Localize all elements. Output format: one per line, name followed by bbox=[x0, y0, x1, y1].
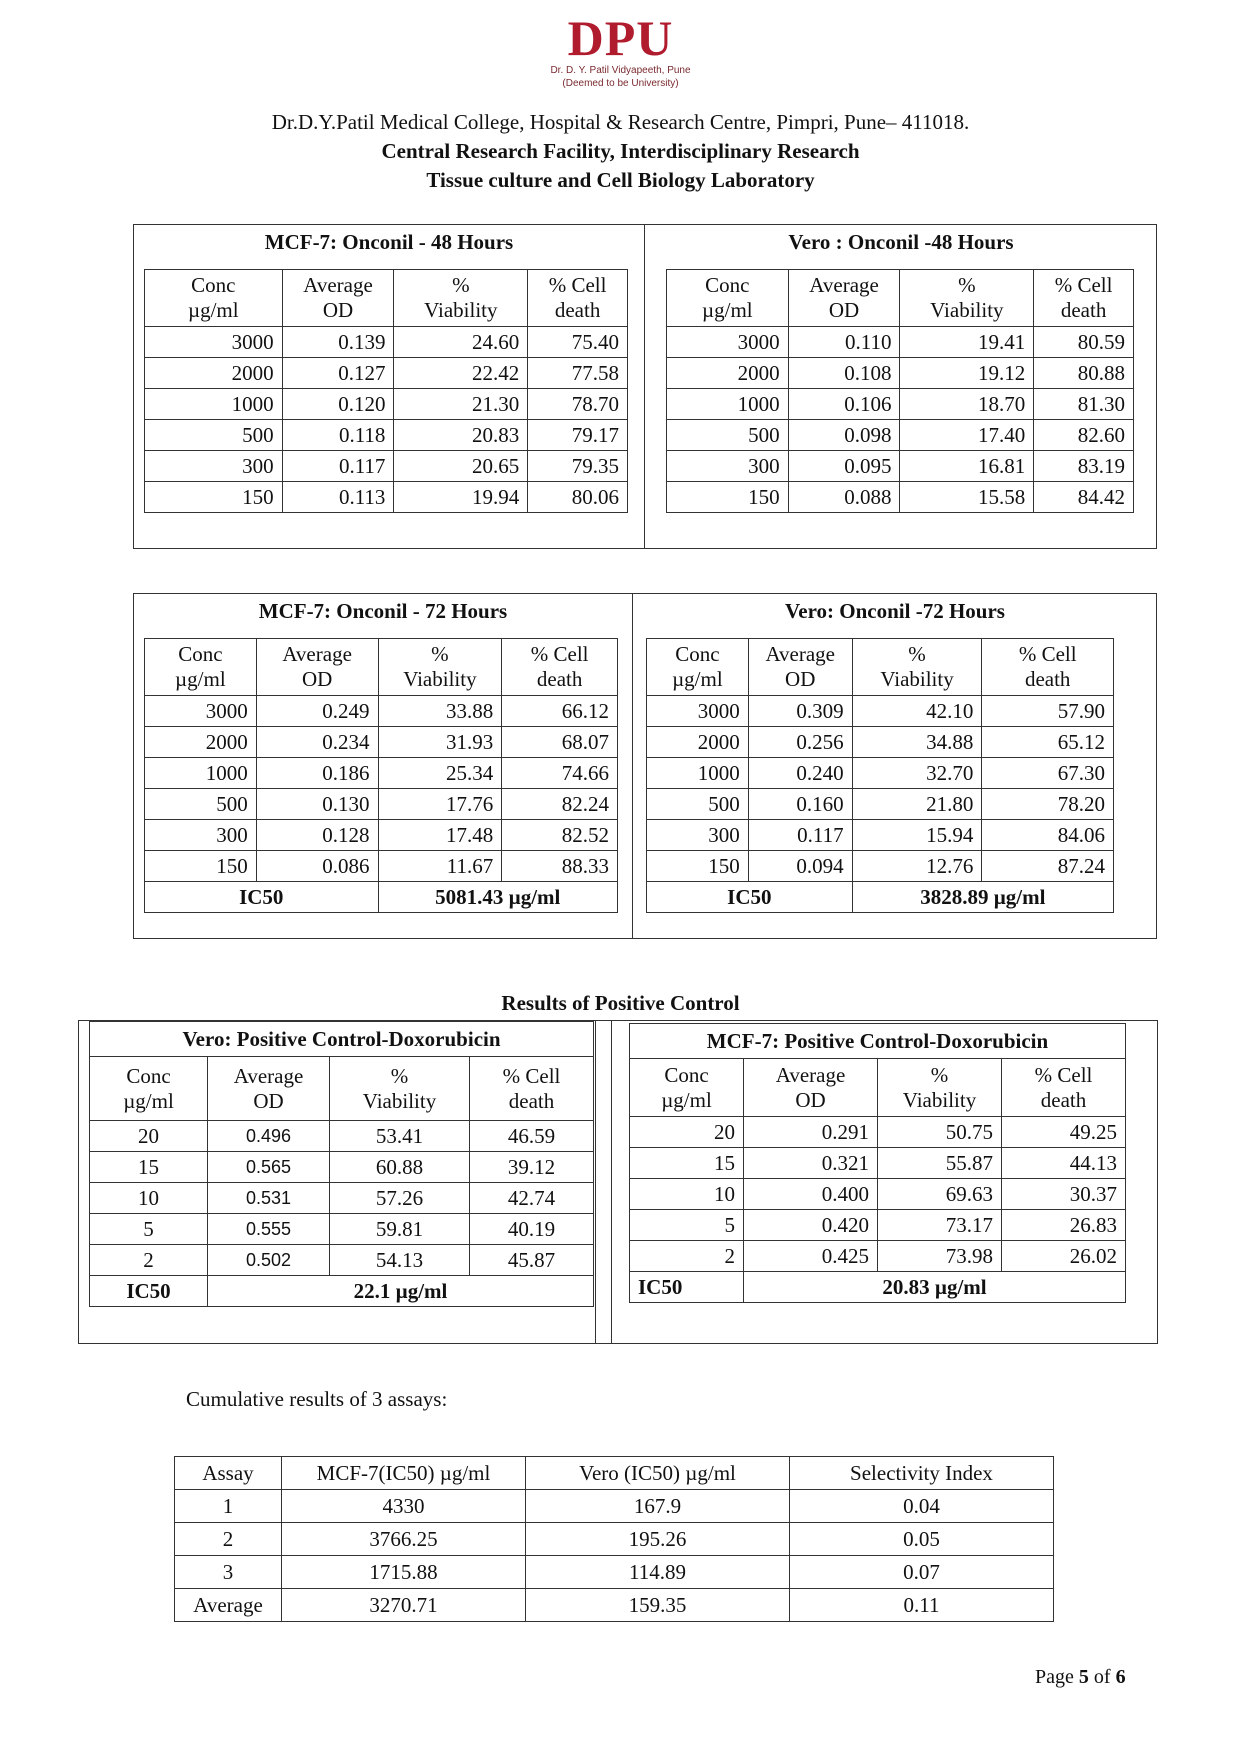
table-header-row bbox=[175, 1457, 1054, 1490]
table-row bbox=[667, 358, 1134, 389]
table-cell: 0.086 bbox=[256, 851, 378, 882]
table-cell: 79.17 bbox=[528, 420, 628, 451]
table-cell: 0.565 bbox=[208, 1152, 330, 1183]
table-cell: 2000 bbox=[667, 358, 789, 389]
table-cell: 55.87 bbox=[878, 1148, 1002, 1179]
table-cell: 2 bbox=[90, 1245, 208, 1276]
table-cell: 4330 bbox=[282, 1490, 526, 1523]
table-cell: 80.06 bbox=[528, 482, 628, 513]
table-cell: 195.26 bbox=[526, 1523, 790, 1556]
table-row bbox=[145, 727, 618, 758]
table-cell: 19.94 bbox=[394, 482, 528, 513]
table-cell: 26.02 bbox=[1002, 1241, 1126, 1272]
table-header-row bbox=[630, 1059, 1126, 1117]
col-header-average-od: Average OD bbox=[744, 1059, 878, 1117]
col-header-cell-death: % Cell death bbox=[982, 639, 1114, 696]
col-header: MCF-7(IC50) µg/ml bbox=[282, 1457, 526, 1490]
table-cell: 0.291 bbox=[744, 1117, 878, 1148]
table-cell: 19.12 bbox=[900, 358, 1034, 389]
table-cell: 15 bbox=[90, 1152, 208, 1183]
table-cell: 11.67 bbox=[378, 851, 502, 882]
table-cell: 500 bbox=[647, 789, 749, 820]
table-cell: 0.05 bbox=[790, 1523, 1054, 1556]
table-cell: 5 bbox=[90, 1214, 208, 1245]
col-header-average-od: Average OD bbox=[282, 270, 394, 327]
col-header-cell-death: % Cell death bbox=[1034, 270, 1134, 327]
col-header-conc: Conc µg/ml bbox=[647, 639, 749, 696]
col-header: Vero (IC50) µg/ml bbox=[526, 1457, 790, 1490]
logo-subtitle-line2: (Deemed to be University) bbox=[562, 78, 679, 89]
table-cell: 0.095 bbox=[788, 451, 900, 482]
table-cell: 3000 bbox=[647, 696, 749, 727]
table-cell: 80.88 bbox=[1034, 358, 1134, 389]
table-row bbox=[175, 1589, 1054, 1622]
table-cell: 0.139 bbox=[282, 327, 394, 358]
ic50-label: IC50 bbox=[630, 1272, 744, 1303]
table-cell: 57.90 bbox=[982, 696, 1114, 727]
ic50-row bbox=[145, 882, 618, 913]
table-row bbox=[175, 1490, 1054, 1523]
lab-name: Tissue culture and Cell Biology Laboratory bbox=[426, 168, 815, 192]
table-row bbox=[145, 851, 618, 882]
ic50-label: IC50 bbox=[647, 882, 853, 913]
table-cell: 300 bbox=[647, 820, 749, 851]
table-cell: 3270.71 bbox=[282, 1589, 526, 1622]
table-row bbox=[647, 820, 1114, 851]
table-title-vero-48h: Vero : Onconil -48 Hours bbox=[788, 230, 1014, 254]
table-cell: 0.186 bbox=[256, 758, 378, 789]
table-cell: 2000 bbox=[145, 727, 257, 758]
col-header-average-od: Average OD bbox=[256, 639, 378, 696]
table-row bbox=[90, 1214, 594, 1245]
table-cell: 17.76 bbox=[378, 789, 502, 820]
table-cell: 0.098 bbox=[788, 420, 900, 451]
table-cell: 0.256 bbox=[748, 727, 852, 758]
col-header-average-od: Average OD bbox=[208, 1057, 330, 1121]
table-row bbox=[145, 696, 618, 727]
table-header-row bbox=[647, 639, 1114, 696]
table-cell: 79.35 bbox=[528, 451, 628, 482]
table-cell: 0.249 bbox=[256, 696, 378, 727]
table-cell: 83.19 bbox=[1034, 451, 1134, 482]
table-cell: 82.60 bbox=[1034, 420, 1134, 451]
table-cell: 300 bbox=[145, 820, 257, 851]
table-row bbox=[175, 1556, 1054, 1589]
col-header-conc: Conc µg/ml bbox=[90, 1057, 208, 1121]
table-cell: 40.19 bbox=[470, 1214, 594, 1245]
ic50-label: IC50 bbox=[90, 1276, 208, 1307]
table-cell: 167.9 bbox=[526, 1490, 790, 1523]
table-vero-72h bbox=[646, 638, 1114, 913]
table-cell: 60.88 bbox=[330, 1152, 470, 1183]
table-cell: 0.130 bbox=[256, 789, 378, 820]
table-cell: 26.83 bbox=[1002, 1210, 1126, 1241]
table-row bbox=[647, 696, 1114, 727]
table-row bbox=[90, 1245, 594, 1276]
table-cell: 31.93 bbox=[378, 727, 502, 758]
table-row bbox=[630, 1179, 1126, 1210]
table-cell: 16.81 bbox=[900, 451, 1034, 482]
table-cell: 2000 bbox=[647, 727, 749, 758]
table-cell: 24.60 bbox=[394, 327, 528, 358]
table-cell: 1715.88 bbox=[282, 1556, 526, 1589]
col-header: Selectivity Index bbox=[790, 1457, 1054, 1490]
table-row bbox=[145, 420, 628, 451]
table-row bbox=[630, 1148, 1126, 1179]
ic50-row bbox=[630, 1272, 1126, 1303]
table-cell: 5 bbox=[630, 1210, 744, 1241]
table-cell: 0.110 bbox=[788, 327, 900, 358]
table-row bbox=[647, 851, 1114, 882]
table-cell: 0.321 bbox=[744, 1148, 878, 1179]
table-cell: 0.088 bbox=[788, 482, 900, 513]
table-cell: 59.81 bbox=[330, 1214, 470, 1245]
table-cell: 0.555 bbox=[208, 1214, 330, 1245]
col-header-average-od: Average OD bbox=[788, 270, 900, 327]
table-vero-doxorubicin bbox=[89, 1021, 594, 1307]
table-cell: 3000 bbox=[145, 696, 257, 727]
table-cell: 114.89 bbox=[526, 1556, 790, 1589]
table-cell: 0.113 bbox=[282, 482, 394, 513]
university-logo bbox=[0, 12, 1241, 90]
table-row bbox=[145, 482, 628, 513]
logo-subtitle bbox=[0, 64, 1241, 90]
table-cell: 300 bbox=[667, 451, 789, 482]
table-cell: 500 bbox=[145, 789, 257, 820]
col-header-viability: % Viability bbox=[900, 270, 1034, 327]
table-cell: 159.35 bbox=[526, 1589, 790, 1622]
table-title-vero-doxorubicin: Vero: Positive Control-Doxorubicin bbox=[90, 1022, 594, 1057]
col-header-conc: Conc µg/ml bbox=[145, 639, 257, 696]
table-cell: 19.41 bbox=[900, 327, 1034, 358]
table-cell: 500 bbox=[667, 420, 789, 451]
table-row bbox=[145, 820, 618, 851]
table-title-vero-72h: Vero: Onconil -72 Hours bbox=[785, 599, 1005, 623]
table-mcf7-48h bbox=[144, 269, 628, 513]
table-cell: 67.30 bbox=[982, 758, 1114, 789]
table-cell: 33.88 bbox=[378, 696, 502, 727]
table-title-row bbox=[630, 1024, 1126, 1059]
table-row bbox=[145, 389, 628, 420]
table-cell: 2000 bbox=[145, 358, 283, 389]
col-header-conc: Conc µg/ml bbox=[630, 1059, 744, 1117]
logo-subtitle-line1: Dr. D. Y. Patil Vidyapeeth, Pune bbox=[550, 65, 691, 76]
table-mcf7-doxorubicin bbox=[629, 1023, 1126, 1303]
table-cell: 0.106 bbox=[788, 389, 900, 420]
table-cell: 0.04 bbox=[790, 1490, 1054, 1523]
table-cell: 21.30 bbox=[394, 389, 528, 420]
table-cell: 3766.25 bbox=[282, 1523, 526, 1556]
table-cell: 74.66 bbox=[502, 758, 618, 789]
table-cell: 32.70 bbox=[852, 758, 982, 789]
table-cumulative-results bbox=[174, 1456, 1054, 1622]
table-row bbox=[145, 451, 628, 482]
table-cell: 30.37 bbox=[1002, 1179, 1126, 1210]
table-row bbox=[90, 1152, 594, 1183]
table-header-row bbox=[90, 1057, 594, 1121]
table-cell: 2 bbox=[175, 1523, 282, 1556]
table-cell: 2 bbox=[630, 1241, 744, 1272]
table-cell: 73.17 bbox=[878, 1210, 1002, 1241]
table-row bbox=[647, 727, 1114, 758]
table-cell: 69.63 bbox=[878, 1179, 1002, 1210]
table-cell: 0.118 bbox=[282, 420, 394, 451]
table-cell: 0.117 bbox=[282, 451, 394, 482]
col-header-cell-death: % Cell death bbox=[470, 1057, 594, 1121]
table-cell: 1 bbox=[175, 1490, 282, 1523]
table-cell: 73.98 bbox=[878, 1241, 1002, 1272]
table-cell: 0.240 bbox=[748, 758, 852, 789]
frame-72-hours bbox=[133, 593, 1157, 939]
table-cell: 87.24 bbox=[982, 851, 1114, 882]
table-cell: 17.40 bbox=[900, 420, 1034, 451]
table-mcf7-72h bbox=[144, 638, 618, 913]
ic50-row bbox=[90, 1276, 594, 1307]
table-cell: 0.531 bbox=[208, 1183, 330, 1214]
facility-name: Central Research Facility, Interdisciplinary Research bbox=[381, 139, 860, 163]
table-row bbox=[145, 789, 618, 820]
col-header-conc: Conc µg/ml bbox=[667, 270, 789, 327]
table-cell: 54.13 bbox=[330, 1245, 470, 1276]
ic50-value: 5081.43 µg/ml bbox=[378, 882, 618, 913]
table-cell: 15.94 bbox=[852, 820, 982, 851]
table-row bbox=[175, 1523, 1054, 1556]
col-header-viability: % Viability bbox=[394, 270, 528, 327]
frame-positive-control bbox=[78, 1020, 1158, 1344]
table-cell: 0.309 bbox=[748, 696, 852, 727]
table-cell: 300 bbox=[145, 451, 283, 482]
ic50-row bbox=[647, 882, 1114, 913]
table-row bbox=[145, 327, 628, 358]
table-row bbox=[630, 1210, 1126, 1241]
table-cell: 3 bbox=[175, 1556, 282, 1589]
table-cell: Average bbox=[175, 1589, 282, 1622]
table-row bbox=[145, 758, 618, 789]
table-cell: 1000 bbox=[145, 389, 283, 420]
table-header-row bbox=[145, 270, 628, 327]
table-cell: 150 bbox=[667, 482, 789, 513]
col-header-viability: % Viability bbox=[330, 1057, 470, 1121]
table-cell: 0.420 bbox=[744, 1210, 878, 1241]
table-cell: 20.83 bbox=[394, 420, 528, 451]
table-cell: 81.30 bbox=[1034, 389, 1134, 420]
table-row bbox=[630, 1117, 1126, 1148]
col-header-average-od: Average OD bbox=[748, 639, 852, 696]
table-title-mcf7-48h: MCF-7: Onconil - 48 Hours bbox=[264, 230, 514, 254]
table-cell: 0.425 bbox=[744, 1241, 878, 1272]
table-row bbox=[667, 420, 1134, 451]
table-cell: 0.11 bbox=[790, 1589, 1054, 1622]
table-cell: 10 bbox=[90, 1183, 208, 1214]
table-cell: 3000 bbox=[667, 327, 789, 358]
table-cell: 68.07 bbox=[502, 727, 618, 758]
table-row bbox=[90, 1183, 594, 1214]
institution-name: Dr.D.Y.Patil Medical College, Hospital & Research Centre, Pimpri, Pune– 411018. bbox=[271, 110, 970, 134]
table-cell: 88.33 bbox=[502, 851, 618, 882]
col-header: Assay bbox=[175, 1457, 282, 1490]
table-cell: 12.76 bbox=[852, 851, 982, 882]
ic50-value: 3828.89 µg/ml bbox=[852, 882, 1113, 913]
table-cell: 20.65 bbox=[394, 451, 528, 482]
table-cell: 0.127 bbox=[282, 358, 394, 389]
table-cell: 78.70 bbox=[528, 389, 628, 420]
table-cell: 0.160 bbox=[748, 789, 852, 820]
table-cell: 1000 bbox=[667, 389, 789, 420]
col-header-viability: % Viability bbox=[878, 1059, 1002, 1117]
col-header-viability: % Viability bbox=[378, 639, 502, 696]
table-title-mcf7-doxorubicin: MCF-7: Positive Control-Doxorubicin bbox=[630, 1024, 1126, 1059]
table-cell: 20 bbox=[630, 1117, 744, 1148]
table-cell: 10 bbox=[630, 1179, 744, 1210]
table-row bbox=[647, 789, 1114, 820]
ic50-value: 20.83 µg/ml bbox=[744, 1272, 1126, 1303]
table-cell: 0.128 bbox=[256, 820, 378, 851]
table-cell: 45.87 bbox=[470, 1245, 594, 1276]
table-cell: 84.06 bbox=[982, 820, 1114, 851]
table-cell: 82.52 bbox=[502, 820, 618, 851]
table-header-row bbox=[145, 639, 618, 696]
table-vero-48h bbox=[666, 269, 1134, 513]
table-cell: 150 bbox=[145, 482, 283, 513]
table-cell: 500 bbox=[145, 420, 283, 451]
table-row bbox=[667, 482, 1134, 513]
table-cell: 21.80 bbox=[852, 789, 982, 820]
table-cell: 53.41 bbox=[330, 1121, 470, 1152]
table-cell: 1000 bbox=[145, 758, 257, 789]
table-cell: 77.58 bbox=[528, 358, 628, 389]
table-title-row bbox=[90, 1022, 594, 1057]
table-cell: 0.502 bbox=[208, 1245, 330, 1276]
table-row bbox=[90, 1121, 594, 1152]
table-row bbox=[667, 451, 1134, 482]
table-cell: 25.34 bbox=[378, 758, 502, 789]
table-cell: 50.75 bbox=[878, 1117, 1002, 1148]
table-cell: 1000 bbox=[647, 758, 749, 789]
table-cell: 42.10 bbox=[852, 696, 982, 727]
table-row bbox=[667, 389, 1134, 420]
col-header-conc: Conc µg/ml bbox=[145, 270, 283, 327]
table-cell: 0.094 bbox=[748, 851, 852, 882]
ic50-value: 22.1 µg/ml bbox=[208, 1276, 594, 1307]
table-row bbox=[647, 758, 1114, 789]
table-cell: 75.40 bbox=[528, 327, 628, 358]
table-cell: 17.48 bbox=[378, 820, 502, 851]
table-cell: 0.07 bbox=[790, 1556, 1054, 1589]
table-cell: 20 bbox=[90, 1121, 208, 1152]
logo-mark: DPU bbox=[567, 10, 674, 66]
positive-control-heading: Results of Positive Control bbox=[501, 991, 740, 1015]
table-cell: 39.12 bbox=[470, 1152, 594, 1183]
col-header-cell-death: % Cell death bbox=[528, 270, 628, 327]
col-header-cell-death: % Cell death bbox=[1002, 1059, 1126, 1117]
table-row bbox=[630, 1241, 1126, 1272]
table-cell: 0.496 bbox=[208, 1121, 330, 1152]
table-cell: 0.234 bbox=[256, 727, 378, 758]
table-cell: 150 bbox=[145, 851, 257, 882]
page-number: Page 5 of 6 bbox=[1035, 1666, 1126, 1688]
table-cell: 66.12 bbox=[502, 696, 618, 727]
table-cell: 46.59 bbox=[470, 1121, 594, 1152]
col-header-cell-death: % Cell death bbox=[502, 639, 618, 696]
table-cell: 34.88 bbox=[852, 727, 982, 758]
table-cell: 57.26 bbox=[330, 1183, 470, 1214]
ic50-label: IC50 bbox=[145, 882, 379, 913]
table-cell: 15.58 bbox=[900, 482, 1034, 513]
table-title-mcf7-72h: MCF-7: Onconil - 72 Hours bbox=[258, 599, 508, 623]
table-cell: 80.59 bbox=[1034, 327, 1134, 358]
table-cell: 82.24 bbox=[502, 789, 618, 820]
table-row bbox=[667, 327, 1134, 358]
table-cell: 18.70 bbox=[900, 389, 1034, 420]
table-cell: 84.42 bbox=[1034, 482, 1134, 513]
table-cell: 15 bbox=[630, 1148, 744, 1179]
table-cell: 49.25 bbox=[1002, 1117, 1126, 1148]
table-cell: 22.42 bbox=[394, 358, 528, 389]
col-header-viability: % Viability bbox=[852, 639, 982, 696]
table-header-row bbox=[667, 270, 1134, 327]
table-cell: 0.108 bbox=[788, 358, 900, 389]
table-cell: 0.400 bbox=[744, 1179, 878, 1210]
frame-48-hours bbox=[133, 224, 1157, 549]
table-cell: 78.20 bbox=[982, 789, 1114, 820]
table-cell: 3000 bbox=[145, 327, 283, 358]
table-cell: 44.13 bbox=[1002, 1148, 1126, 1179]
table-cell: 0.120 bbox=[282, 389, 394, 420]
table-cell: 65.12 bbox=[982, 727, 1114, 758]
table-cell: 150 bbox=[647, 851, 749, 882]
cumulative-label: Cumulative results of 3 assays: bbox=[186, 1387, 448, 1411]
table-cell: 42.74 bbox=[470, 1183, 594, 1214]
table-row bbox=[145, 358, 628, 389]
table-cell: 0.117 bbox=[748, 820, 852, 851]
